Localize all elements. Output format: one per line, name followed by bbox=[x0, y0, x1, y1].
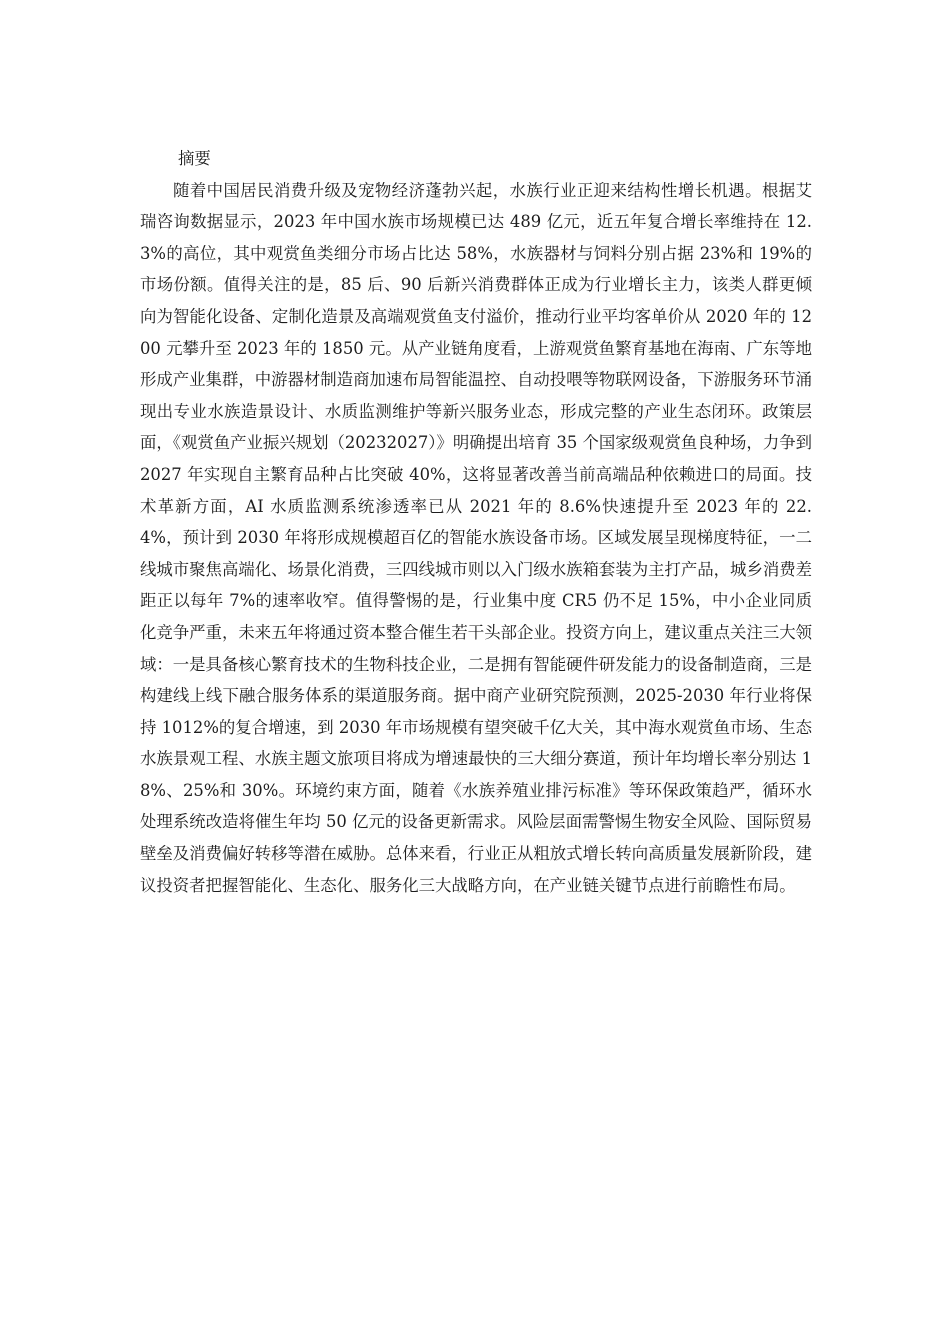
abstract-section bbox=[140, 143, 812, 901]
abstract-body: 随着中国居民消费升级及宠物经济蓬勃兴起，水族行业正迎来结构性增长机遇。根据艾瑞咨询数据显示，2023 年中国水族市场规模已达 489 亿元，近五年复合增长率维持在 12.3%的高位，其中观赏鱼类细分市场占比达 58%，水族器材与饲料分别占据 23%和 19%的市场份额。值得关注的是，85 后、90 后新兴消费群体正成为行业增长主力，该类人群更倾向为智能化设备、定制化造景及高端观赏鱼支付溢价，推动行业平均客单价从 2020 年的 1200 元攀升至 2023 年的 1850 元。从产业链角度看，上游观赏鱼繁育基地在海南、广东等地形成产业集群，中游器材制造商加速布局智能温控、自动投喂等物联网设备，下游服务环节涌现出专业水族造景设计、水质监测维护等新兴服务业态，形成完整的产业生态闭环。政策层面，《观赏鱼产业振兴规划（20232027）》明确提出培育 35 个国家级观赏鱼良种场，力争到 2027 年实现自主繁育品种占比突破 40%，这将显著改善当前高端品种依赖进口的局面。技术革新方面，AI 水质监测系统渗透率已从 2021 年的 8.6%快速提升至 2023 年的 22.4%，预计到 2030 年将形成规模超百亿的智能水族设备市场。区域发展呈现梯度特征，一二线城市聚焦高端化、场景化消费，三四线城市则以入门级水族箱套装为主打产品，城乡消费差距正以每年 7%的速率收窄。值得警惕的是，行业集中度 CR5 仍不足 15%，中小企业同质化竞争严重，未来五年将通过资本整合催生若干头部企业。投资方向上，建议重点关注三大领域：一是具备核心繁育技术的生物科技企业，二是拥有智能硬件研发能力的设备制造商，三是构建线上线下融合服务体系的渠道服务商。据中商产业研究院预测，2025-2030 年行业将保持 1012%的复合增速，到 2030 年市场规模有望突破千亿大关，其中海水观赏鱼市场、生态水族景观工程、水族主题文旅项目将成为增速最快的三大细分赛道，预计年均增长率分别达 18%、25%和 30%。环境约束方面，随着《水族养殖业排污标准》等环保政策趋严，循环水处理系统改造将催生年均 50 亿元的设备更新需求。风险层面需警惕生物安全风险、国际贸易壁垒及消费偏好转移等潜在威胁。总体来看，行业正从粗放式增长转向高质量发展新阶段，建议投资者把握智能化、生态化、服务化三大战略方向，在产业链关键节点进行前瞻性布局。 bbox=[140, 180, 813, 895]
abstract-heading: 摘要 bbox=[178, 149, 211, 168]
